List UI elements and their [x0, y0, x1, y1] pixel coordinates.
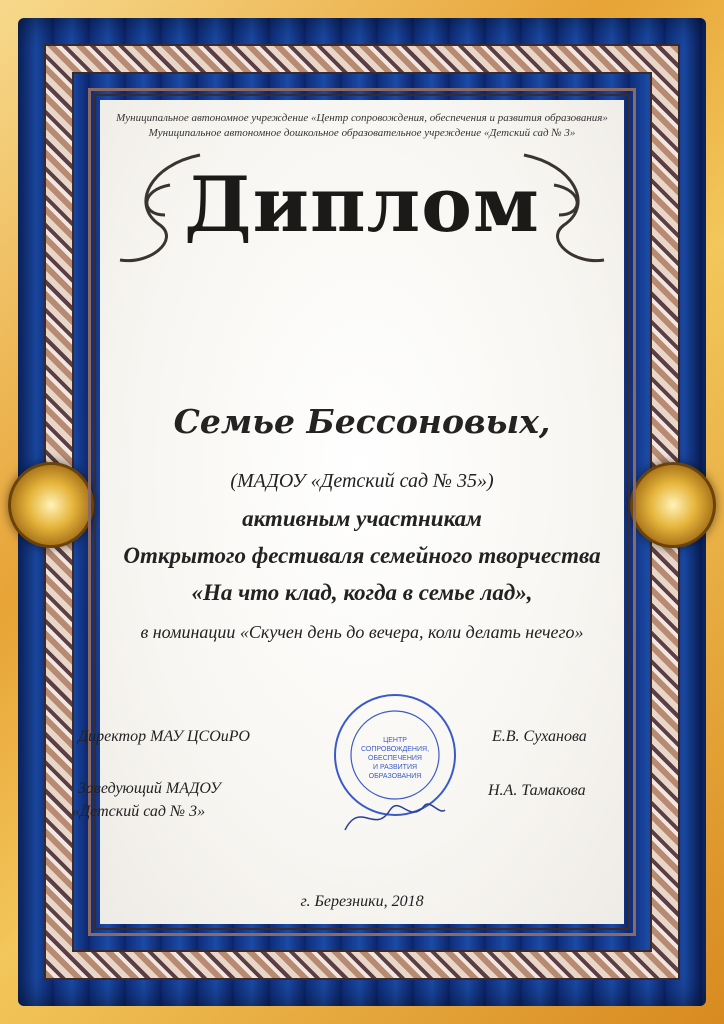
- award-line-2: Открытого фестиваля семейного творчества: [123, 543, 601, 568]
- award-line-3: «На что клад, когда в семье лад»,: [191, 580, 533, 605]
- head-title-line-1: Заведующий МАДОУ: [78, 780, 221, 797]
- recipient-org: (МАДОУ «Детский сад № 35»): [230, 470, 494, 492]
- director-name: Е.В. Суханова: [492, 728, 587, 745]
- head-title-line-2: «Детский сад № 3»: [72, 803, 206, 820]
- recipient-name: Семье Бессоновых,: [173, 402, 551, 441]
- svg-text:ОБРАЗОВАНИЯ: ОБРАЗОВАНИЯ: [368, 773, 422, 780]
- handwritten-signature: [340, 790, 450, 840]
- head-name: Н.А. Тамакова: [488, 782, 586, 799]
- award-nomination: в номинации «Скучен день до вечера, коли делать нечего»: [140, 622, 584, 642]
- svg-text:И РАЗВИТИЯ: И РАЗВИТИЯ: [372, 764, 418, 771]
- svg-text:ЦЕНТР: ЦЕНТР: [383, 737, 407, 744]
- diploma-title: Диплом: [184, 160, 540, 249]
- header-org-1: Муниципальное автономное учреждение «Центр сопровождения, обеспечения и развития образования»: [116, 112, 608, 124]
- svg-text:СОПРОВОЖДЕНИЯ,: СОПРОВОЖДЕНИЯ,: [360, 746, 430, 753]
- director-title: Директор МАУ ЦСОиРО: [78, 728, 250, 745]
- place-and-date: г. Березники, 2018: [300, 893, 424, 910]
- svg-text:ОБЕСПЕЧЕНИЯ: ОБЕСПЕЧЕНИЯ: [368, 755, 422, 762]
- header-org-2: Муниципальное автономное дошкольное образовательное учреждение «Детский сад № 3»: [148, 127, 576, 139]
- award-line-1: активным участникам: [242, 506, 482, 531]
